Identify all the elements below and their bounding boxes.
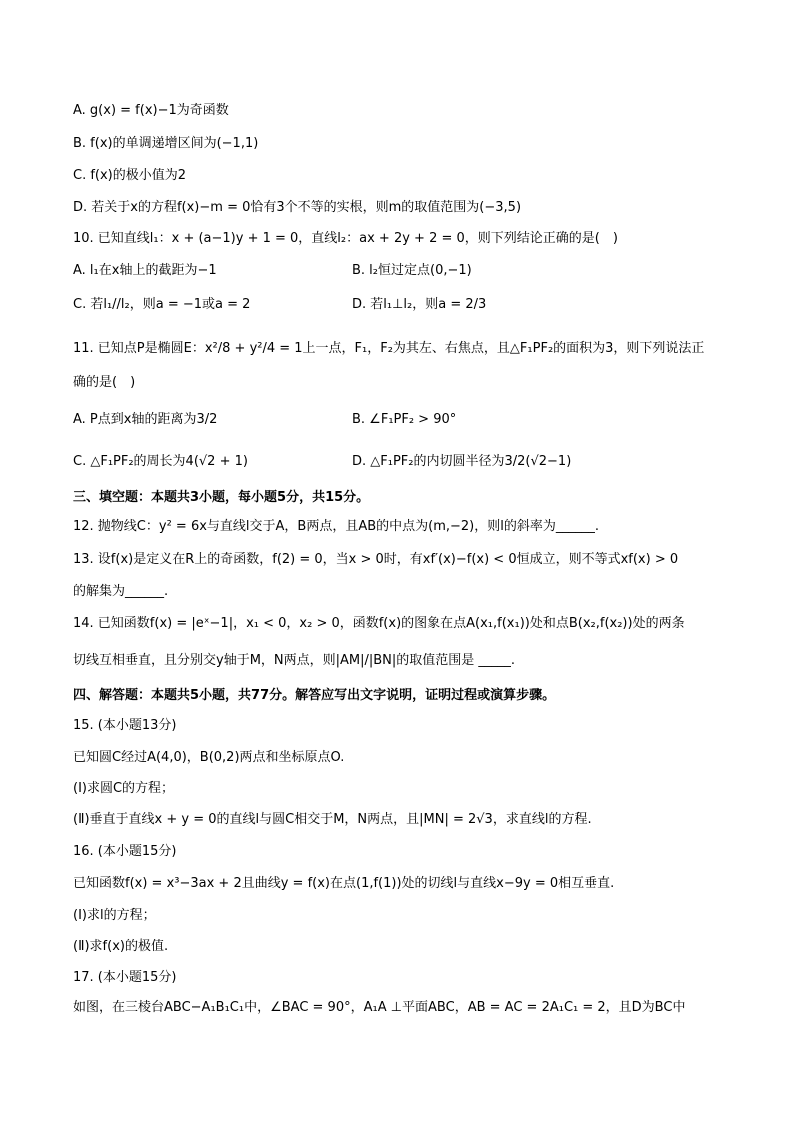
q15-stem: 已知圆C经过A(4,0)，B(0,2)两点和坐标原点O. [73,750,345,765]
q9-option-c: C. f(x)的极小值为2 [73,168,187,183]
section-solutions-heading: 四、解答题：本题共5小题，共77分。解答应写出文字说明，证明过程或演算步骤。 [73,688,556,703]
q11-stem-line2: 确的是( ) [73,375,136,390]
q15-part2: (Ⅱ)垂直于直线x + y = 0的直线l与圆C相交于M，N两点，且|MN| = 2√3，求直线l的方程. [73,812,592,827]
q11-option-a: A. P点到x轴的距离为3/2 [73,412,218,427]
q16-stem: 已知函数f(x) = x³−3ax + 2且曲线y = f(x)在点(1,f(1))处的切线l与直线x−9y = 0相互垂直. [73,876,615,891]
q17-header: 17. (本小题15分) [73,970,177,985]
q10-option-a: A. l₁在x轴上的截距为−1 [73,263,217,278]
q10-option-c: C. 若l₁//l₂，则a = −1或a = 2 [73,297,251,312]
q9-option-d: D. 若关于x的方程f(x)−m = 0恰有3个不等的实根，则m的取值范围为(−3,5) [73,200,522,215]
q9-option-b: B. f(x)的单调递增区间为(−1,1) [73,136,259,151]
q16-part2: (Ⅱ)求f(x)的极值. [73,939,169,954]
q11-stem-line1: 11. 已知点P是椭圆E：x²/8 + y²/4 = 1上一点，F₁，F₂为其左、右焦点，且△F₁PF₂的面积为3，则下列说法正 [73,341,705,356]
q13-line2: 的解集为______. [73,584,169,599]
section-fill-in-heading: 三、填空题：本题共3小题，每小题5分，共15分。 [73,490,370,505]
q9-option-a: A. g(x) = f(x)−1为奇函数 [73,103,229,118]
q16-part1: (Ⅰ)求l的方程； [73,908,156,923]
q10-option-b: B. l₂恒过定点(0,−1) [352,263,472,278]
q10-stem: 10. 已知直线l₁：x + (a−1)y + 1 = 0，直线l₂：ax + 2y + 2 = 0，则下列结论正确的是( ) [73,231,618,246]
q10-option-d: D. 若l₁⊥l₂，则a = 2/3 [352,297,487,312]
q11-option-b: B. ∠F₁PF₂ > 90° [352,412,457,427]
q16-header: 16. (本小题15分) [73,844,177,859]
q11-option-d: D. △F₁PF₂的内切圆半径为3/2(√2−1) [352,454,572,469]
q15-header: 15. (本小题13分) [73,718,177,733]
q14-line1: 14. 已知函数f(x) = |eˣ−1|，x₁ < 0，x₂ > 0，函数f(x)的图象在点A(x₁,f(x₁))处和点B(x₂,f(x₂))处的两条 [73,616,685,631]
q13-line1: 13. 设f(x)是定义在R上的奇函数，f(2) = 0，当x > 0时，有xf′(x)−f(x) < 0恒成立，则不等式xf(x) > 0 [73,552,679,567]
q11-option-c: C. △F₁PF₂的周长为4(√2 + 1) [73,454,248,469]
q12-text: 12. 抛物线C：y² = 6x与直线l交于A，B两点，且AB的中点为(m,−2)，则l的斜率为______. [73,519,599,534]
q14-line2: 切线互相垂直，且分别交y轴于M，N两点，则|AM|/|BN|的取值范围是 _____. [73,653,516,668]
q15-part1: (Ⅰ)求圆C的方程； [73,781,175,796]
q17-stem: 如图，在三棱台ABC−A₁B₁C₁中，∠BAC = 90°，A₁A ⊥平面ABC，AB = AC = 2A₁C₁ = 2，且D为BC中 [73,1000,686,1015]
